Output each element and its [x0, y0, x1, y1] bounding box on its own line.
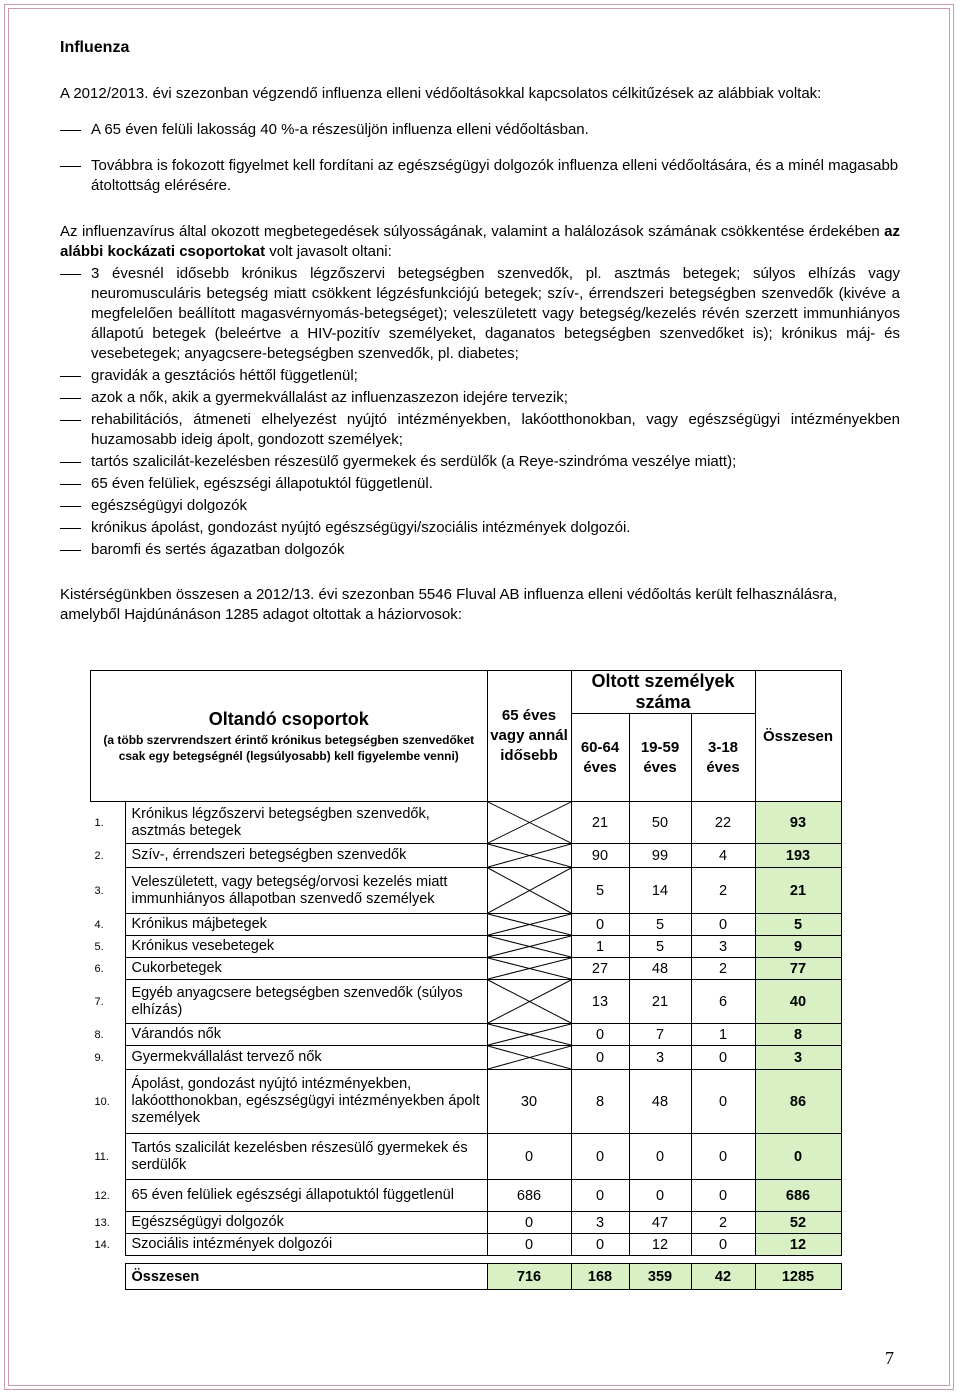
risk-intro-text-end: volt javasolt oltani:: [265, 243, 392, 260]
cell-row-total: 0: [755, 1134, 841, 1180]
cell-65-plus: [487, 844, 571, 868]
total-row-label: Összesen: [125, 1264, 487, 1290]
row-label: Krónikus vesebetegek: [125, 936, 487, 958]
table-row: [91, 914, 842, 936]
page-title: Influenza: [60, 39, 130, 56]
cell-19-59: 48: [629, 1070, 691, 1134]
table-row: [91, 1234, 842, 1256]
cell-19-59: 12: [629, 1234, 691, 1256]
cell-60-64: 0: [571, 1134, 629, 1180]
risk-intro-text: Az influenzavírus által okozott megbetegedések súlyosságának, valamint a halálozások számának csökkentése érdekében: [60, 223, 885, 240]
cell-3-18: 22: [691, 802, 755, 844]
cell-3-18: 1: [691, 1024, 755, 1046]
total-60-64: 168: [571, 1264, 629, 1290]
cell-60-64: 8: [571, 1070, 629, 1134]
vaccination-table: [90, 670, 842, 1290]
cell-3-18: 2: [691, 958, 755, 980]
cell-3-18: 6: [691, 980, 755, 1024]
col-total-header: Összesen: [755, 671, 841, 802]
cell-65-plus: 30: [487, 1070, 571, 1134]
cell-65-plus: 686: [487, 1180, 571, 1212]
intro-paragraph: A 2012/2013. évi szezonban végzendő influenza elleni védőoltásokkal kapcsolatos célkitűzések az alábbiak voltak:: [60, 85, 822, 102]
row-index: 8.: [94, 1028, 104, 1041]
table-row: [91, 1024, 842, 1046]
goal-item: A 65 éven felüli lakosság 40 %-a részesüljön influenza elleni védőoltásban.: [60, 120, 900, 140]
cell-19-59: 50: [629, 802, 691, 844]
not-applicable-cross-icon: [488, 914, 571, 935]
cell-3-18: 0: [691, 1070, 755, 1134]
table-row: [91, 1070, 842, 1134]
table-row: [91, 844, 842, 868]
row-index: 9.: [94, 1051, 104, 1064]
total-19-59: 359: [629, 1264, 691, 1290]
row-index: 5.: [94, 940, 104, 953]
table-total-row: [91, 1264, 842, 1290]
row-label: Ápolást, gondozást nyújtó intézményekben, lakóotthonokban, egészségügyi intézményekben ápolt személyek: [125, 1070, 487, 1134]
group-header-title: Oltandó csoportok: [208, 709, 369, 729]
document-body: [60, 38, 900, 625]
cell-3-18: 0: [691, 1234, 755, 1256]
row-label: Cukorbetegek: [125, 958, 487, 980]
table-row: [91, 802, 842, 844]
col-3-18-header: 3-18 éves: [691, 714, 755, 802]
cell-row-total: 5: [755, 914, 841, 936]
not-applicable-cross-icon: [488, 936, 571, 957]
row-index: 10.: [94, 1095, 110, 1108]
risk-group-item: 3 évesnél idősebb krónikus légzőszervi betegségben szenvedők, pl. asztmás betegek; súlyos elhízás vagy neuromusculáris betegség miatt csökkent légzésfunkciójú betegek; szív-, érrendszeri betegségben szenvedők (kivéve a megfelelően beállított magasvérnyomás-betegséget); veleszületett vagy betegség/kezelés révén szerzett immunhiányos állapotú betegek (beleértve a HIV-pozitív személyeket, daganatos betegségben szenvedőket is); krónikus máj- és vesebetegek; anyagcsere-betegségben szenvedők, pl. diabetes;: [60, 264, 900, 364]
cell-row-total: 3: [755, 1046, 841, 1070]
risk-group-item: azok a nők, akik a gyermekvállalást az influenzaszezon idejére tervezik;: [60, 388, 900, 408]
cell-row-total: 21: [755, 868, 841, 914]
row-index: 12.: [94, 1189, 110, 1202]
not-applicable-cross-icon: [488, 1024, 571, 1045]
row-label: Szociális intézmények dolgozói: [125, 1234, 487, 1256]
table-spacer: [91, 1256, 842, 1264]
cell-60-64: 3: [571, 1212, 629, 1234]
table-row: [91, 1180, 842, 1212]
cell-3-18: 2: [691, 1212, 755, 1234]
not-applicable-cross-icon: [488, 980, 571, 1023]
cell-60-64: 0: [571, 1024, 629, 1046]
not-applicable-cross-icon: [488, 1046, 571, 1069]
cell-60-64: 0: [571, 1046, 629, 1070]
cell-19-59: 5: [629, 914, 691, 936]
cell-65-plus: 0: [487, 1212, 571, 1234]
table-row: [91, 980, 842, 1024]
cell-65-plus: [487, 1024, 571, 1046]
cell-60-64: 1: [571, 936, 629, 958]
cell-row-total: 93: [755, 802, 841, 844]
cell-60-64: 90: [571, 844, 629, 868]
risk-group-item: rehabilitációs, átmeneti elhelyezést nyújtó intézményekben, lakóotthonokban, vagy egészségügyi intézményekben huzamosabb ideig ápolt, gondozott személyek;: [60, 410, 900, 450]
not-applicable-cross-icon: [488, 802, 571, 843]
total-spacer: [91, 1264, 126, 1290]
risk-intro-bold: az alábbi kockázati csoportokat: [60, 223, 900, 260]
cell-65-plus: [487, 980, 571, 1024]
table-body: [91, 802, 842, 1290]
cell-65-plus: 0: [487, 1134, 571, 1180]
row-label: Gyermekvállalást tervező nők: [125, 1046, 487, 1070]
risk-group-item: egészségügyi dolgozók: [60, 496, 900, 516]
cell-row-total: 40: [755, 980, 841, 1024]
group-header-cell: [91, 671, 488, 802]
cell-65-plus: [487, 1046, 571, 1070]
cell-3-18: 0: [691, 1180, 755, 1212]
cell-19-59: 7: [629, 1024, 691, 1046]
table-row: [91, 1212, 842, 1234]
row-label: Egészségügyi dolgozók: [125, 1212, 487, 1234]
cell-60-64: 0: [571, 1180, 629, 1212]
cell-3-18: 0: [691, 1046, 755, 1070]
cell-row-total: 8: [755, 1024, 841, 1046]
table-row: [91, 1046, 842, 1070]
cell-3-18: 0: [691, 1134, 755, 1180]
col-65-header: 65 éves vagy annál idősebb: [487, 671, 571, 802]
table-row: [91, 868, 842, 914]
row-label: Szív-, érrendszeri betegségben szenvedők: [125, 844, 487, 868]
total-3-18: 42: [691, 1264, 755, 1290]
row-index: 13.: [94, 1216, 110, 1229]
not-applicable-cross-icon: [488, 958, 571, 979]
not-applicable-cross-icon: [488, 868, 571, 913]
table-row: [91, 936, 842, 958]
cell-65-plus: [487, 958, 571, 980]
row-index: 3.: [94, 884, 104, 897]
cell-60-64: 27: [571, 958, 629, 980]
risk-group-item: 65 éven felüliek, egészségi állapotuktól függetlenül.: [60, 474, 900, 494]
row-index: 11.: [94, 1150, 109, 1163]
col-60-64-header: 60-64 éves: [571, 714, 629, 802]
cell-19-59: 21: [629, 980, 691, 1024]
cell-19-59: 3: [629, 1046, 691, 1070]
cell-row-total: 193: [755, 844, 841, 868]
cell-60-64: 13: [571, 980, 629, 1024]
cell-19-59: 0: [629, 1180, 691, 1212]
cell-65-plus: 0: [487, 1234, 571, 1256]
row-label: Tartós szalicilát kezelésben részesülő gyermekek és serdülők: [125, 1134, 487, 1180]
vaccination-table-wrap: [90, 670, 842, 1290]
risk-intro-paragraph: [60, 222, 900, 262]
group-header-subtitle: (a több szervrendszert érintő krónikus betegségben szenvedőket csak egy betegségnél (legsúlyosabb) kell figyelembe venni): [103, 733, 475, 763]
row-index: 1.: [94, 816, 104, 829]
row-index: 2.: [94, 849, 104, 862]
cell-3-18: 2: [691, 868, 755, 914]
table-row: [91, 958, 842, 980]
cell-60-64: 21: [571, 802, 629, 844]
cell-19-59: 47: [629, 1212, 691, 1234]
cell-3-18: 0: [691, 914, 755, 936]
cell-60-64: 5: [571, 868, 629, 914]
risk-group-item: krónikus ápolást, gondozást nyújtó egészségügyi/szociális intézmények dolgozói.: [60, 518, 900, 538]
cell-3-18: 3: [691, 936, 755, 958]
cell-19-59: 14: [629, 868, 691, 914]
risk-group-item: tartós szalicilát-kezelésben részesülő gyermekek és serdülők (a Reye-szindróma veszélye miatt);: [60, 452, 900, 472]
table-row: [91, 1134, 842, 1180]
cell-60-64: 0: [571, 1234, 629, 1256]
row-label: Krónikus légzőszervi betegségben szenvedők, asztmás betegek: [125, 802, 487, 844]
cell-65-plus: [487, 802, 571, 844]
row-index: 14.: [94, 1238, 110, 1251]
risk-group-item: baromfi és sertés ágazatban dolgozók: [60, 540, 900, 560]
row-label: Várandós nők: [125, 1024, 487, 1046]
cell-60-64: 0: [571, 914, 629, 936]
risk-group-item: gravidák a gesztációs héttől függetlenül;: [60, 366, 900, 386]
cell-row-total: 686: [755, 1180, 841, 1212]
cell-19-59: 48: [629, 958, 691, 980]
grand-total: 1285: [755, 1264, 841, 1290]
cell-3-18: 4: [691, 844, 755, 868]
vaccinated-header: Oltott személyek száma: [571, 671, 755, 714]
col-19-59-header: 19-59 éves: [629, 714, 691, 802]
row-label: Egyéb anyagcsere betegségben szenvedők (súlyos elhízás): [125, 980, 487, 1024]
risk-group-list: [60, 264, 900, 560]
cell-row-total: 86: [755, 1070, 841, 1134]
cell-row-total: 52: [755, 1212, 841, 1234]
cell-19-59: 0: [629, 1134, 691, 1180]
page-number: 7: [885, 1348, 894, 1368]
row-label: Krónikus májbetegek: [125, 914, 487, 936]
cell-65-plus: [487, 936, 571, 958]
row-index: 7.: [94, 995, 104, 1008]
cell-65-plus: [487, 868, 571, 914]
row-label: 65 éven felüliek egészségi állapotuktól függetlenül: [125, 1180, 487, 1212]
cell-19-59: 5: [629, 936, 691, 958]
row-index: 4.: [94, 918, 104, 931]
summary-paragraph: Kistérségünkben összesen a 2012/13. évi szezonban 5546 Fluval AB influenza elleni védőoltás került felhasználásra, amelyből Hajdúnánáson 1285 adagot oltottak a háziorvosok:: [60, 586, 838, 623]
cell-row-total: 77: [755, 958, 841, 980]
cell-row-total: 9: [755, 936, 841, 958]
not-applicable-cross-icon: [488, 844, 571, 867]
row-index: 6.: [94, 962, 104, 975]
cell-65-plus: [487, 914, 571, 936]
total-65-plus: 716: [487, 1264, 571, 1290]
goal-item: Továbbra is fokozott figyelmet kell fordítani az egészségügyi dolgozók influenza elleni védőoltására, és a minél magasabb átoltottság elérésére.: [60, 156, 900, 196]
row-label: Veleszületett, vagy betegség/orvosi kezelés miatt immunhiányos állapotban szenvedő személyek: [125, 868, 487, 914]
cell-row-total: 12: [755, 1234, 841, 1256]
cell-19-59: 99: [629, 844, 691, 868]
